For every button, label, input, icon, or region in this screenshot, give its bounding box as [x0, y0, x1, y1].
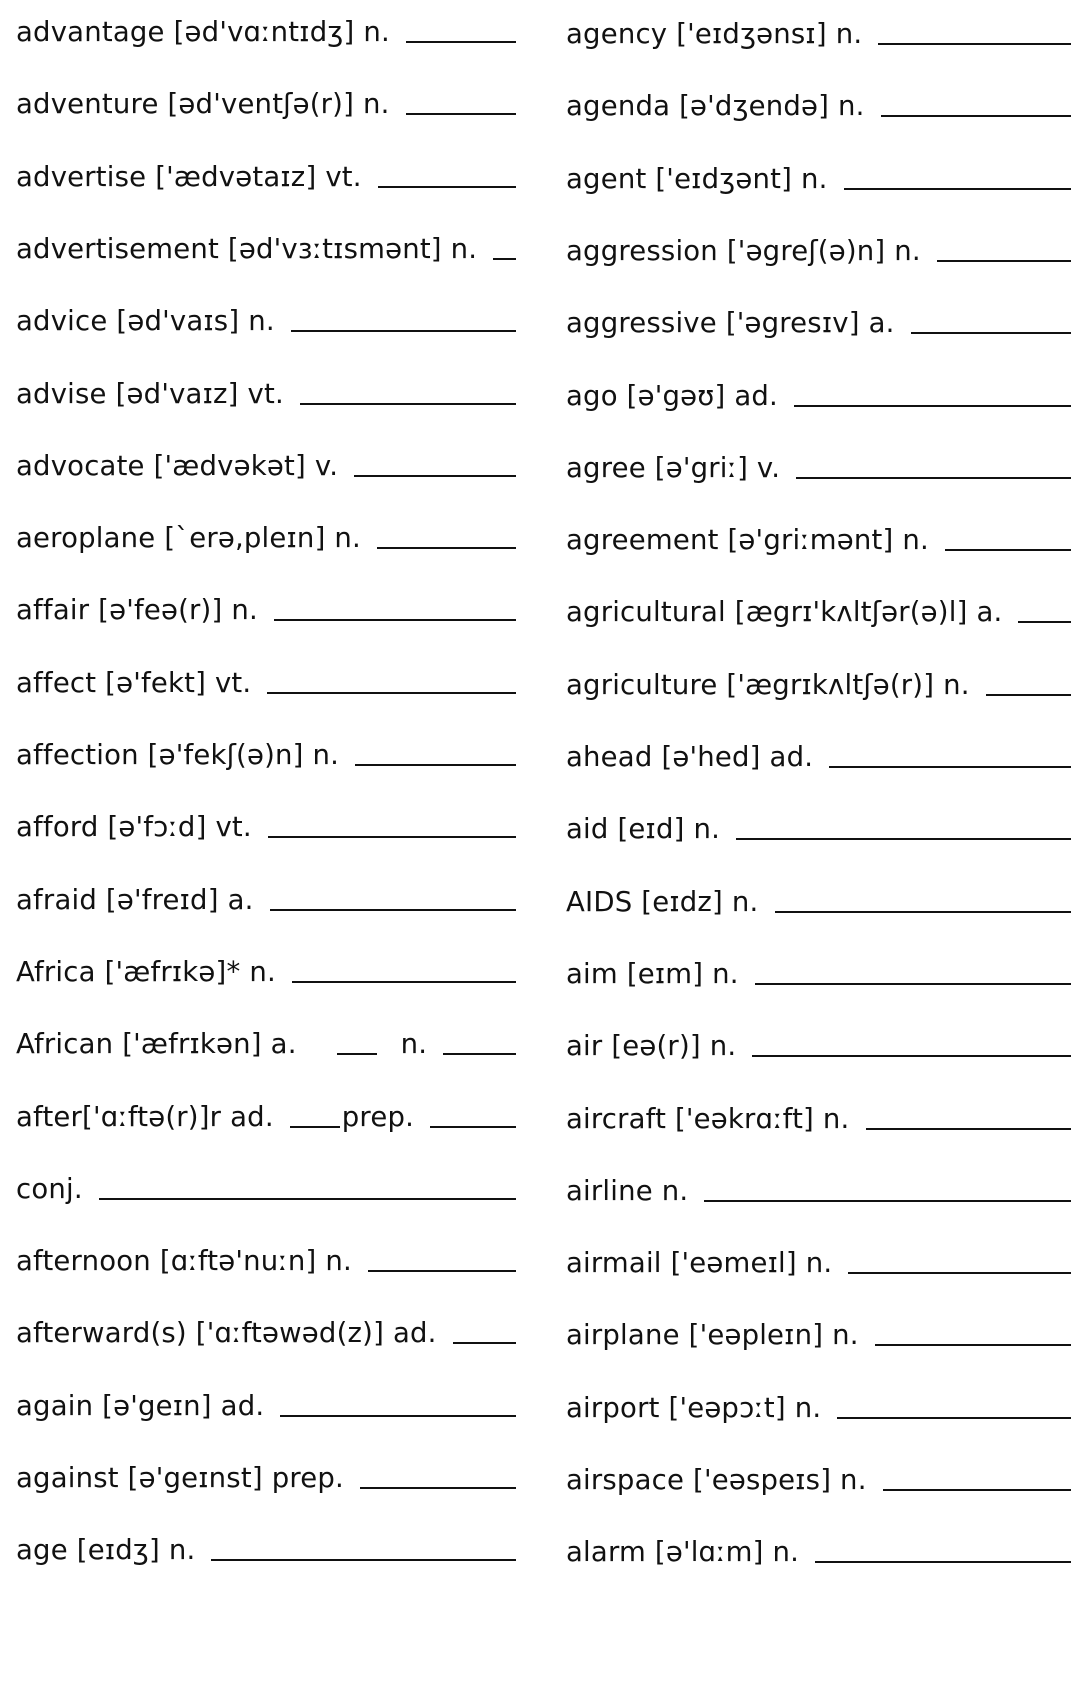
answer-blank[interactable] [291, 330, 516, 332]
answer-blank[interactable] [290, 1126, 340, 1128]
word-entry [16, 84, 516, 124]
answer-blank[interactable] [292, 981, 516, 983]
word-entry [16, 1097, 516, 1137]
word-text: agricultural [ægrɪ'kʌltʃər(ə)l] a. [566, 596, 1003, 629]
answer-blank[interactable] [752, 1055, 1071, 1057]
word-part-of-speech: n. [400, 1028, 428, 1061]
word-entry [566, 1026, 1071, 1066]
word-entry [566, 376, 1071, 416]
answer-blank[interactable] [406, 41, 516, 43]
word-entry [566, 14, 1071, 54]
answer-blank[interactable] [280, 1415, 516, 1417]
word-text: airspace ['eəspeɪs] n. [566, 1464, 867, 1496]
word-entry [16, 807, 516, 847]
word-text: advocate ['ædvəkət] v. [16, 449, 339, 482]
word-entry [566, 231, 1071, 271]
word-entry [16, 735, 516, 775]
word-text: affect [ə'fekt] vt. [16, 666, 252, 699]
word-entry [566, 882, 1071, 922]
word-text: agriculture ['ægrɪkʌltʃə(r)] n. [566, 668, 970, 701]
word-entry [566, 1099, 1071, 1139]
answer-blank[interactable] [829, 766, 1071, 768]
word-text: age [eɪdʒ] n. [16, 1534, 196, 1567]
word-entry [566, 1243, 1071, 1283]
answer-blank[interactable] [360, 1487, 516, 1489]
word-text: advantage [əd'vɑːntɪdʒ] n. [16, 16, 390, 48]
answer-blank[interactable] [368, 1270, 516, 1272]
answer-blank[interactable] [875, 1344, 1071, 1346]
word-text: agree [ə'griː] v. [566, 451, 781, 484]
word-text: advice [əd'vaɪs] n. [16, 305, 275, 338]
word-entry [16, 1024, 516, 1064]
answer-blank[interactable] [815, 1561, 1071, 1563]
word-entry [566, 448, 1071, 488]
answer-blank[interactable] [1018, 621, 1071, 623]
answer-blank[interactable] [493, 258, 516, 260]
answer-blank[interactable] [794, 405, 1071, 407]
word-text: affection [ə'fekʃ(ə)n] n. [16, 739, 340, 771]
word-entry [566, 737, 1071, 777]
word-text: agreement [ə'griːmənt] n. [566, 524, 929, 557]
answer-blank[interactable] [755, 983, 1071, 985]
word-entry [16, 157, 516, 197]
word-text: afternoon [ɑːftə'nuːn] n. [16, 1245, 352, 1278]
answer-blank[interactable] [354, 475, 516, 477]
word-entry [16, 374, 516, 414]
answer-blank[interactable] [211, 1559, 516, 1561]
word-text: air [eə(r)] n. [566, 1030, 737, 1063]
word-entry [16, 1313, 516, 1353]
answer-blank[interactable] [775, 911, 1071, 913]
word-entry [566, 1532, 1071, 1572]
word-text: aggression ['əgreʃ(ə)n] n. [566, 234, 921, 267]
word-entry [566, 809, 1071, 849]
answer-blank[interactable] [406, 113, 516, 115]
word-text: agenda [ə'dʒendə] n. [566, 90, 865, 123]
word-entry [566, 954, 1071, 994]
answer-blank[interactable] [268, 836, 516, 838]
word-entry [16, 663, 516, 703]
word-text: aeroplane [`erə,pleɪn] n. [16, 522, 362, 555]
answer-blank[interactable] [937, 260, 1071, 262]
word-entry [566, 86, 1071, 126]
answer-blank[interactable] [453, 1342, 516, 1344]
word-entry [566, 1460, 1071, 1500]
word-text: afterward(s) ['ɑːftəwəd(z)] ad. [16, 1317, 437, 1350]
word-text: Africa ['æfrɪkə]* n. [16, 955, 276, 988]
word-text: adventure [əd'ventʃə(r)] n. [16, 88, 390, 121]
word-text: alarm [ə'lɑːm] n. [566, 1536, 800, 1569]
word-entry [16, 446, 516, 486]
word-entry [16, 1458, 516, 1498]
word-entry [566, 665, 1071, 705]
word-entry [566, 1388, 1071, 1428]
word-text: AIDS [eɪdz] n. [566, 885, 759, 918]
answer-blank[interactable] [866, 1128, 1071, 1130]
answer-blank[interactable] [430, 1126, 516, 1128]
answer-blank[interactable] [883, 1489, 1071, 1491]
word-text: airmail ['eəmeɪl] n. [566, 1247, 833, 1280]
answer-blank[interactable] [945, 549, 1071, 551]
word-text: ahead [ə'hed] ad. [566, 741, 814, 773]
word-text: again [ə'geɪn] ad. [16, 1389, 265, 1422]
answer-blank[interactable] [796, 477, 1071, 479]
word-entry [16, 880, 516, 920]
word-entry [566, 303, 1071, 343]
answer-blank[interactable] [911, 332, 1071, 334]
word-text: aggressive ['əgresɪv] a. [566, 307, 895, 340]
word-entry [16, 1530, 516, 1570]
word-text: agency ['eɪdʒənsɪ] n. [566, 18, 863, 50]
word-text: airplane ['eəpleɪn] n. [566, 1319, 859, 1352]
answer-blank[interactable] [270, 909, 516, 911]
word-entry [566, 159, 1071, 199]
answer-blank[interactable] [986, 694, 1071, 696]
word-entry [16, 1241, 516, 1281]
word-text: advertisement [əd'vɜːtɪsmənt] n. [16, 232, 478, 265]
answer-blank[interactable] [443, 1053, 516, 1055]
answer-blank[interactable] [378, 186, 516, 188]
word-entry [566, 1315, 1071, 1355]
answer-blank[interactable] [337, 1053, 377, 1055]
answer-blank[interactable] [736, 838, 1071, 840]
answer-blank[interactable] [274, 619, 516, 621]
word-entry [16, 1169, 516, 1209]
word-entry [16, 518, 516, 558]
answer-blank[interactable] [267, 692, 516, 694]
word-part-of-speech: prep. [341, 1100, 415, 1133]
word-text: conj. [16, 1172, 83, 1205]
word-entry [16, 1386, 516, 1426]
answer-blank[interactable] [844, 188, 1071, 190]
answer-blank[interactable] [881, 115, 1071, 117]
word-text: aircraft ['eəkrɑːft] n. [566, 1102, 850, 1135]
answer-blank[interactable] [837, 1417, 1071, 1419]
word-text: airport ['eəpɔːt] n. [566, 1391, 822, 1424]
word-entry [566, 520, 1071, 560]
word-entry [566, 1171, 1071, 1211]
word-text: after['ɑːftə(r)]r ad. [16, 1100, 274, 1133]
word-text: advise [əd'vaɪz] vt. [16, 377, 284, 410]
answer-blank[interactable] [355, 764, 516, 766]
word-entry [16, 229, 516, 269]
word-text: affair [ə'feə(r)] n. [16, 594, 258, 627]
answer-blank[interactable] [300, 403, 516, 405]
word-text: afraid [ə'freɪd] a. [16, 883, 254, 916]
answer-blank[interactable] [704, 1200, 1071, 1202]
word-entry [16, 590, 516, 630]
word-entry [16, 301, 516, 341]
word-text: afford [ə'fɔːd] vt. [16, 811, 252, 844]
answer-blank[interactable] [377, 547, 516, 549]
word-text: agent ['eɪdʒənt] n. [566, 162, 828, 195]
word-text: against [ə'geɪnst] prep. [16, 1462, 344, 1494]
word-text: ago [ə'gəʊ] ad. [566, 379, 778, 412]
answer-blank[interactable] [99, 1198, 516, 1200]
word-text: African ['æfrɪkən] a. [16, 1028, 297, 1061]
answer-blank[interactable] [848, 1272, 1071, 1274]
word-text: aim [eɪm] n. [566, 957, 739, 990]
word-entry [566, 592, 1071, 632]
answer-blank[interactable] [878, 43, 1071, 45]
word-text: aid [eɪd] n. [566, 813, 721, 846]
word-text: airline n. [566, 1174, 689, 1207]
word-entry [16, 952, 516, 992]
word-entry [16, 12, 516, 52]
word-text: advertise ['ædvətaɪz] vt. [16, 160, 362, 193]
